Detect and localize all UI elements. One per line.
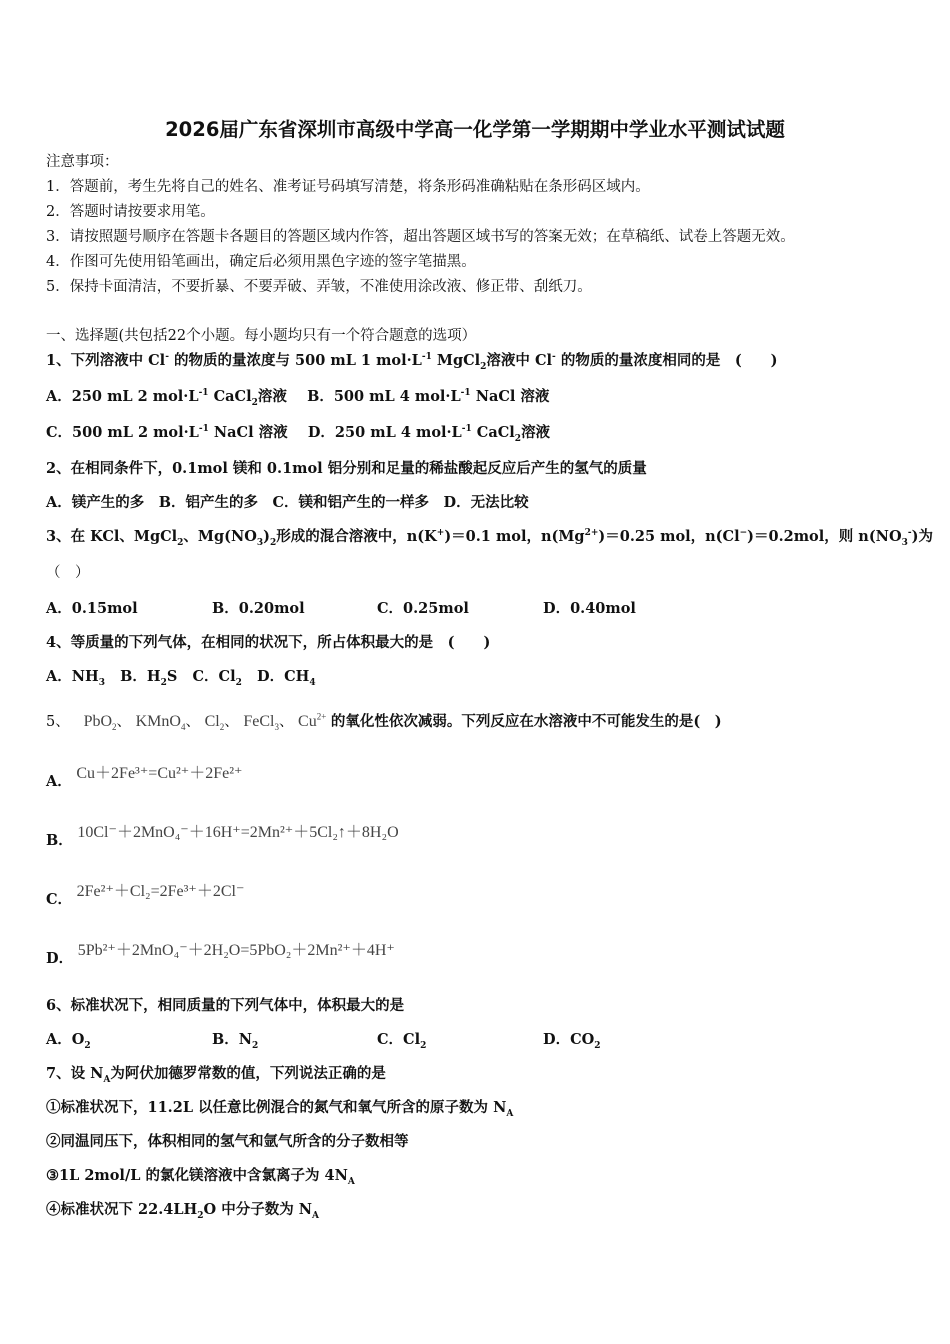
option-d: D．$CO_2$ — [543, 1031, 601, 1051]
species-pbo2: PbO$_2$ — [83, 713, 117, 733]
question-5-option-c: C． 2Fe²⁺＋Cl₂=2Fe³⁺＋2Cl⁻ — [46, 883, 245, 908]
option-a: A．$NH_3$ — [46, 668, 105, 688]
option-b: B．0.20mol — [212, 600, 305, 617]
option-c: C．$Cl_2$ — [377, 1031, 427, 1051]
question-4-stem: 4、等质量的下列气体，在相同的状况下，所占体积最大的是 ( ) — [46, 634, 491, 651]
option-c: C．$Cl_2$ — [192, 668, 242, 688]
notice-item: 1．答题前，考生先将自己的姓名、准考证号码填写清楚，将条形码准确粘贴在条形码区域内。 — [46, 179, 650, 195]
species-cu2plus: $Cu^{2+}$ — [298, 711, 327, 730]
option-c: C．0.25mol — [377, 600, 469, 617]
question-6-stem: 6、标准状况下，相同质量的下列气体中，体积最大的是 — [46, 997, 405, 1014]
notice-item: 3．请按照题号顺序在答题卡各题目的答题区域内作答，超出答题区域书写的答案无效；在草稿纸、试卷上答题无效。 — [46, 229, 795, 245]
species-cl2: $Cl_2$ — [204, 713, 225, 733]
option-b: B．$H_2S$ — [120, 668, 178, 688]
option-a: A．$O_2$ — [46, 1031, 91, 1051]
option-b: B．500 mL 4 $mol\cdot L^{-1}$ NaCl 溶液 — [307, 388, 550, 405]
species-fecl3: FeCl$_3$ — [243, 713, 279, 733]
question-5-option-a: A． Cu＋2Fe³⁺=Cu²⁺＋2Fe²⁺ — [46, 765, 243, 790]
page-title: 2026届广东省深圳市高级中学高一化学第一学期期中学业水平测试试题 — [165, 118, 785, 141]
question-1-options-ab — [46, 387, 549, 407]
section-heading: 一、选择题(共包括22个小题。每小题均只有一个符合题意的选项） — [46, 328, 477, 344]
question-5-option-d: D． 5Pb²⁺＋2MnO₄⁻＋2H₂O=5PbO₂＋2Mn²⁺＋4H⁺ — [46, 942, 395, 967]
question-1-stem: 1、下列溶液中 Cl- 的物质的量浓度与 500 mL 1 $mol\cdot L^{-1}$ MgCl$_2$溶液中 Cl- 的物质的量浓度相同的是 ( ) — [46, 352, 778, 372]
question-2-stem: 2、在相同条件下，0.1mol 镁和 0.1mol 铝分别和足量的稀盐酸起反应后产生的氢气的质量 — [46, 460, 647, 477]
option-a: A．250 mL 2 $mol\cdot L^{-1}$ CaCl$_2$溶液 — [46, 388, 287, 408]
question-5-stem: 5、 PbO$_2$、 KMnO$_4$、 $Cl_2$、 FeCl$_3$、 $Cu^{2+}$ 的氧化性依次减弱。下列反应在水溶液中不可能发生的是( ) — [46, 711, 722, 733]
option-d: D．$CH_4$ — [257, 668, 316, 688]
species-kmno4: KMnO$_4$ — [135, 713, 186, 733]
option-d: D．0.40mol — [543, 600, 636, 617]
question-4-options — [46, 667, 316, 687]
option-c: C．500 mL 2 $mol\cdot L^{-1}$ NaCl 溶液 — [46, 424, 288, 441]
notice-heading: 注意事项： — [46, 154, 119, 170]
question-7-statement-1: ①标准状况下，11.2L 以任意比例混合的氮气和氧气所含的原子数为 $N_A$ — [46, 1099, 514, 1119]
notice-item: 5．保持卡面清洁，不要折暴、不要弄破、弄皱，不准使用涂改液、修正带、刮纸刀。 — [46, 279, 592, 295]
question-7-stem: 7、设 $N_A$为阿伏加德罗常数的值，下列说法正确的是 — [46, 1065, 386, 1085]
notice-item: 4．作图可先使用铅笔画出，确定后必须用黑色字迹的签字笔描黑。 — [46, 254, 476, 270]
question-3-paren: （ ） — [46, 565, 90, 581]
question-7-statement-2: ②同温同压下，体积相同的氢气和氩气所含的分子数相等 — [46, 1133, 409, 1150]
question-5-option-b: B． 10Cl⁻＋2MnO₄⁻＋16H⁺=2Mn²⁺＋5Cl₂↑＋8H₂O — [46, 824, 399, 849]
option-a: A．0.15mol — [46, 600, 138, 617]
question-1-options-cd — [46, 423, 550, 443]
question-2-options: A．镁产生的多 B．铝产生的多 C．镁和铝产生的一样多 D．无法比较 — [46, 494, 529, 511]
question-7-statement-3: ③1L 2mol/L 的氯化镁溶液中含氯离子为 $4N_A$ — [46, 1167, 355, 1187]
option-d: D．250 mL 4 $mol\cdot L^{-1}$ CaCl$_2$溶液 — [307, 424, 551, 444]
question-3-stem: 3、在 KCl、MgCl$_2$、$Mg(NO_3)_2$形成的混合溶液中，n(K+)＝0.1 mol，$n(Mg^{2+})=0.25$ mol，n(Cl−)＝0.2mol，则 $n(NO_3^-)$为 — [46, 528, 933, 548]
question-7-statement-4: ④标准状况下 $22.4LH_2O$ 中分子数为 $N_A$ — [46, 1201, 319, 1221]
option-b: B．$N_2$ — [212, 1031, 259, 1051]
notice-item: 2．答题时请按要求用笔。 — [46, 204, 215, 220]
